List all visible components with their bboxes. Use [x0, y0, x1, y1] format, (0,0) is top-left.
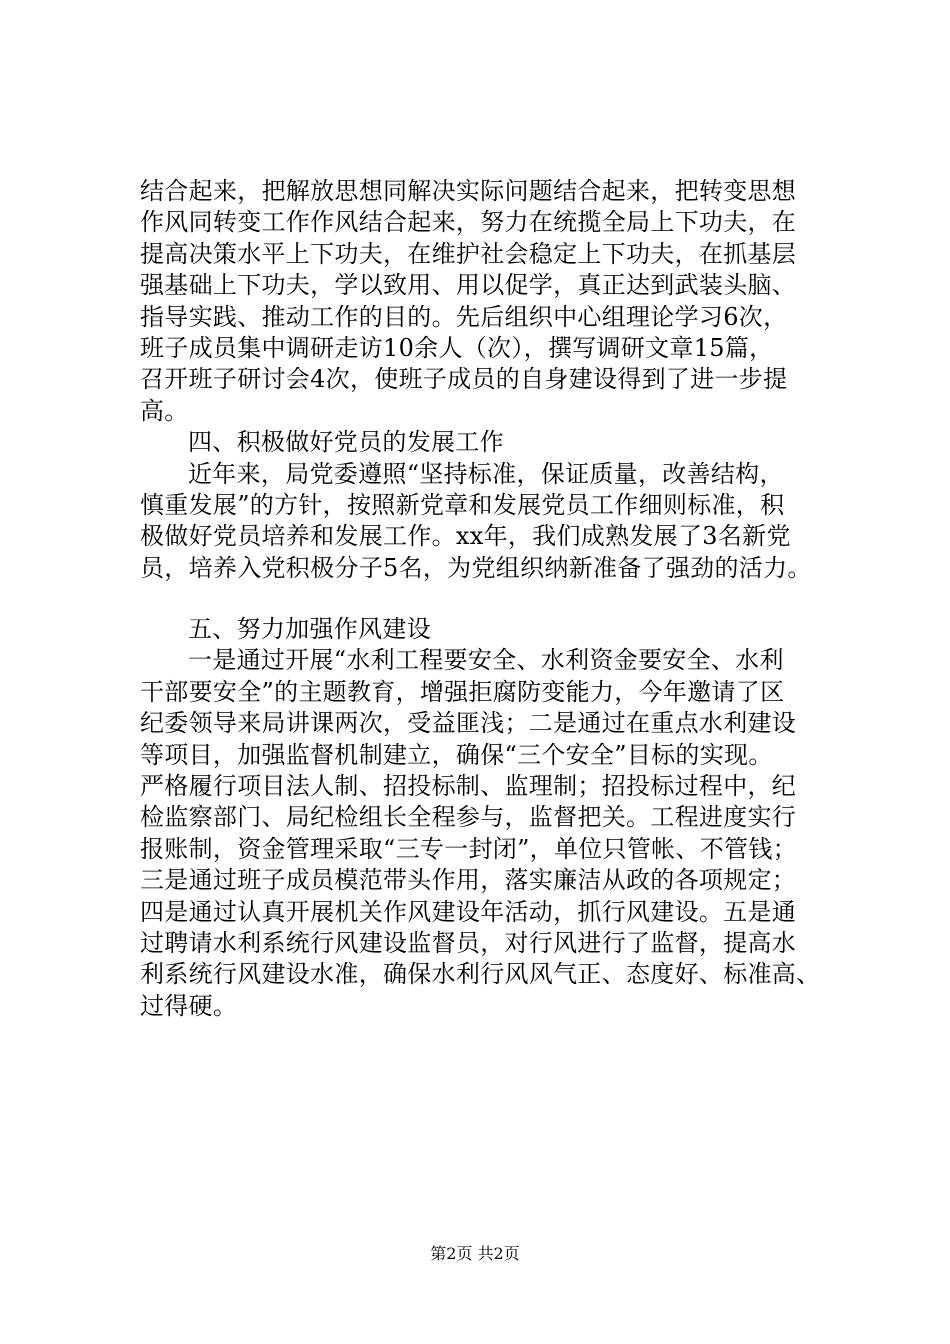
paragraph-line: 干部要安全”的主题教育，增强拒腐防变能力，今年邀请了区	[140, 677, 785, 706]
paragraph-line: 作风同转变工作作风结合起来，努力在统揽全局上下功夫，在	[140, 208, 797, 237]
paragraph-line: 过聘请水利系统行风建设监督员，对行风进行了监督，提高水	[140, 928, 797, 957]
paragraph-line: 班子成员集中调研走访10余人（次），撰写调研文章15篇，	[140, 333, 774, 362]
paragraph-line: 强基础上下功夫，学以致用、用以促学，真正达到武装头脑、	[140, 271, 797, 300]
paragraph-line: 检监察部门、局纪检组长全程参与，监督把关。工程进度实行	[140, 803, 797, 832]
paragraph-line: 利系统行风建设水准，确保水利行风风气正、态度好、标准高、	[140, 960, 821, 989]
page-number-footer: 第2页 共2页	[430, 1244, 520, 1263]
section-heading: 四、积极做好党员的发展工作	[188, 428, 504, 457]
paragraph-line: 提高决策水平上下功夫，在维护社会稳定上下功夫，在抓基层	[140, 239, 797, 268]
paragraph-line: 三是通过班子成员模范带头作用，落实廉洁从政的各项规定；	[140, 866, 797, 895]
paragraph-line: 一是通过开展“水利工程要安全、水利资金要安全、水利	[188, 646, 784, 675]
paragraph-line: 结合起来，把解放思想同解决实际问题结合起来，把转变思想	[140, 177, 797, 205]
paragraph-line: 近年来，局党委遵照“坚持标准，保证质量，改善结构，	[188, 459, 784, 488]
paragraph-gap	[140, 584, 820, 614]
paragraph-line: 高。	[140, 396, 189, 425]
section-heading: 五、努力加强作风建设	[188, 615, 431, 644]
paragraph-line: 召开班子研讨会4次，使班子成员的自身建设得到了进一步提	[140, 365, 788, 394]
paragraph-line: 员，培养入党积极分子5名，为党组织纳新准备了强劲的活力。	[140, 553, 812, 582]
paragraph-line: 等项目，加强监督机制建立，确保“三个安全”目标的实现。	[140, 740, 773, 769]
paragraph-line: 指导实践、推动工作的目的。先后组织中心组理论学习6次，	[140, 302, 788, 331]
paragraph-line: 纪委领导来局讲课两次，受益匪浅；二是通过在重点水利建设	[140, 709, 797, 738]
paragraph-line: 报账制，资金管理采取“三专一封闭”，单位只管帐、不管钱；	[140, 834, 797, 863]
paragraph-line: 极做好党员培养和发展工作。xx年，我们成熟发展了3名新党	[140, 522, 791, 551]
body-text	[140, 176, 820, 1022]
paragraph-line: 过得硬。	[140, 991, 238, 1020]
paragraph-line: 四是通过认真开展机关作风建设年活动，抓行风建设。五是通	[140, 897, 797, 926]
paragraph-line: 慎重发展”的方针，按照新党章和发展党员工作细则标准，积	[140, 490, 785, 519]
paragraph-line: 严格履行项目法人制、招投标制、监理制；招投标过程中，纪	[140, 772, 797, 801]
